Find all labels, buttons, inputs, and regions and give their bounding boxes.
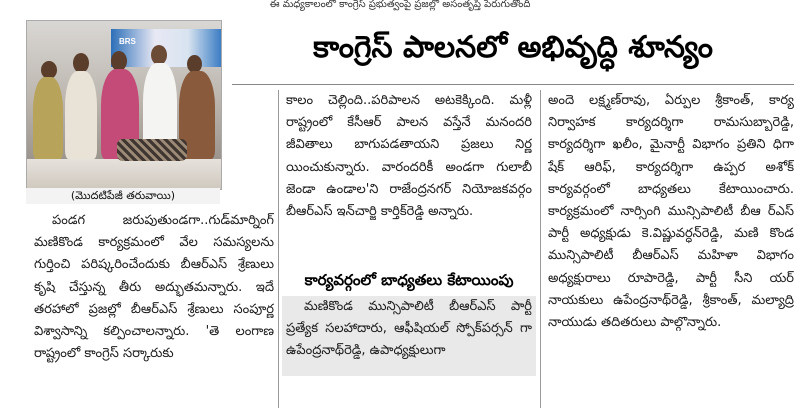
column-3-paragraph: అందె లక్ష్మణ్‌రావు, ఏర్పుల శ్రీకాంత్, కార్య నిర్వాహక కార్యదర్శిగా రామసుబ్బారెడ్డి, కార్యదర్శిగా ఖలీం, మైనార్టీ విభాగం ప్రతిని ధిగా షేక్ ఆరిఫ్, కార్యదర్శిగా ఉప్పర అశోక్ కార్యవర్గంలో బాధ్యతలు కేటాయించారు. కార్యక్రమంలో నార్సింగి మున్సిపాలిటీ బీఆ ర్ఎస్ పార్టీ అధ్యక్షుడు కె.విష్ణువర్ధన్‌రెడ్డి, మణి కొండ మున్సిపాలిటీ బీఆర్ఎస్ మహిళా విభాగం అధ్యక్షురాలు రూపారెడ్డి, పార్టీ సీని యర్ నాయకులు ఉపేంద్రనాథ్‌రెడ్డి, శ్రీకాంత్, మల్యాద్రి నాయుడు తదితరులు పాల్గొన్నారు.	[548, 93, 794, 331]
photo-banner-text: BRS	[119, 37, 136, 46]
article-column-2	[286, 90, 532, 266]
article-column-2-lower	[286, 296, 532, 408]
column-2-paragraph-2: మణికొండ మున్సిపాలిటీ బీఆర్ఎస్ పార్టీ ప్రత్యేక సలహాదారు, ఆఫీషియల్ స్పోక్‌పర్సన్ గా ఉపేంద్రనాథ్‌రెడ్డి, ఉపాధ్యక్షులుగా	[286, 299, 532, 359]
photo-backdrop-banner	[111, 29, 221, 67]
news-photo	[26, 20, 222, 190]
photo-table	[27, 159, 221, 189]
photo-fabric	[117, 139, 187, 161]
column-divider-1	[278, 90, 279, 408]
column-2-paragraph: కాలం చెల్లింది..పరిపాలన అటకెక్కింది. మళ్లీ రాష్ట్రంలో కేసీఆర్ పాలన వస్తేనే మనందరి జీవితాలు బాగుపడతాయని ప్రజలు నిర్ణ యించుకున్నారు. వారందరికీ అండగా గులాబీ జెండా ఉండాల'ని రాజేంద్రనగర్ నియోజకవర్గం బీఆర్ఎస్ ఇన్‌చార్జి కార్తిక్‌రెడ్డి అన్నారు.	[286, 93, 532, 220]
photo-caption: (మొదటిపేజీ తరువాయి)	[26, 188, 220, 204]
column-divider-2	[540, 90, 541, 408]
article-column-3	[548, 90, 794, 410]
headline: కాంగ్రెస్ పాలనలో అభివృద్ధి శూన్యం	[313, 30, 713, 65]
column-1-paragraph: పండగ జరుపుతుండగా..గుడ్‌మార్నింగ్ మణికొండ కార్యక్రమంలో వేల సమస్యలను గుర్తించి పరిష్కరించేందుకు బీఆర్ఎస్ శ్రేణులు కృషి చేస్తున్న తీరు అద్భుతమన్నారు. ఇదే తరహాలో ప్రజల్లో బీఆర్ఎస్ శ్రేణులు సంపూర్ణ విశ్వాసాన్ని కల్పించాలన్నారు. 'తె లంగాణ రాష్ట్రంలో కాంగ్రెస్ సర్కారుకు	[34, 213, 274, 362]
top-strip-text: ఈ మధ్యకాలంలో కాంగ్రెస్ ప్రభుత్వంపై ప్రజల్లో అసంతృప్తి పెరుగుతోంది	[269, 0, 531, 10]
article-column-1	[34, 210, 274, 410]
headline-rule	[232, 84, 794, 85]
section-subhead: కార్యవర్గంలో బాధ్యతలు కేటాయింపు	[304, 271, 514, 289]
